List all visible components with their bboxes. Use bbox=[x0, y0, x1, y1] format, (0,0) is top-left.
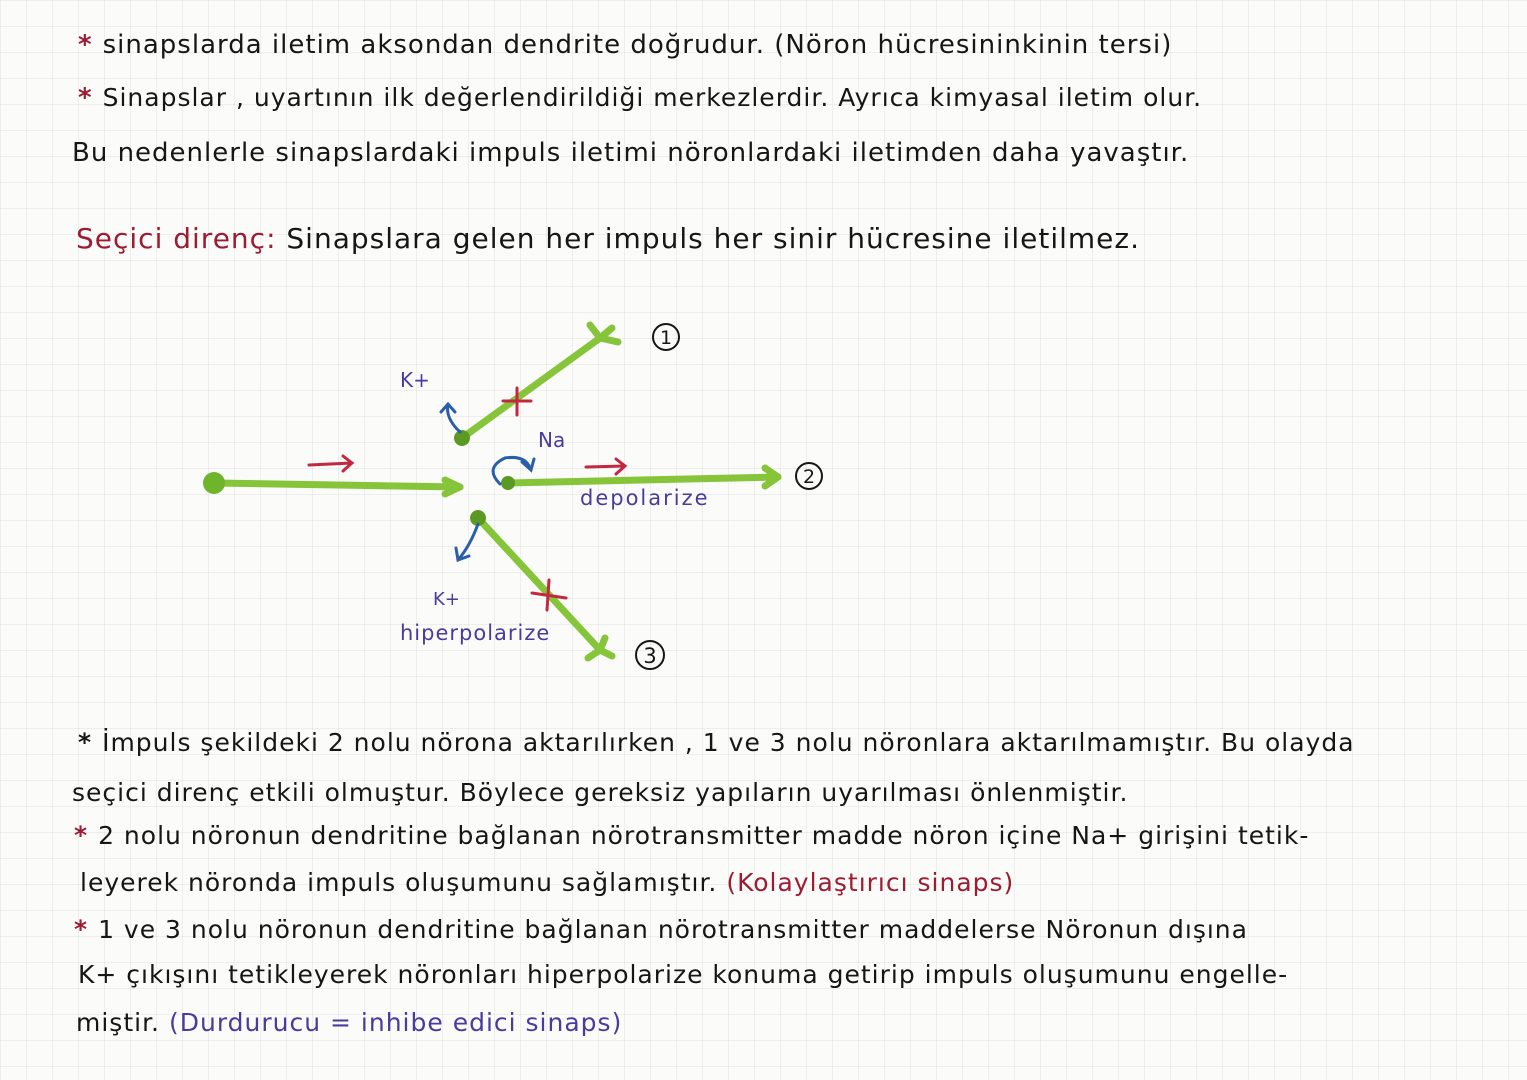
impulse-arrow-axon bbox=[309, 456, 352, 471]
note-paragraph-7-text: miştir. bbox=[76, 1008, 161, 1037]
label-2: 2 bbox=[802, 466, 816, 488]
note-line-1-text: sinapslarda iletim aksondan dendrite doğrudur. bbox=[102, 30, 765, 60]
axon-soma-knob bbox=[203, 472, 225, 494]
inhibitory-synapse-note: (Durdurucu = inhibe edici sinaps) bbox=[168, 1008, 623, 1037]
note-paragraph-3-text: 2 nolu nöronun dendritine bağlanan nörotransmitter madde nöron içine Na+ girişini tetik- bbox=[98, 821, 1310, 850]
bullet-icon: * bbox=[78, 30, 93, 60]
neuron-1-knob bbox=[454, 430, 470, 446]
depolarize-label: depolarize bbox=[580, 486, 710, 510]
note-paragraph-2-text: seçici direnç etkili olmuştur. Böylece gereksiz yapıların uyarılması önlenmiştir. bbox=[72, 778, 1129, 807]
bullet-icon: * bbox=[74, 915, 89, 944]
note-line-1-aside: (Nöron hücresininkinin tersi) bbox=[774, 30, 1173, 60]
bullet-icon: * bbox=[78, 728, 93, 757]
neuron-2-dendrite bbox=[508, 477, 778, 483]
note-paragraph-5-text: 1 ve 3 nolu nöronun dendritine bağlanan nörotransmitter maddelerse Nöronun dışına bbox=[98, 915, 1248, 944]
note-paragraph-6-text: K+ çıkışını tetikleyerek nöronları hiperpolarize konuma getirip impuls oluşumunu engelle- bbox=[78, 960, 1289, 989]
note-paragraph-2 bbox=[72, 778, 1128, 807]
k-outflow-arrow-top bbox=[441, 404, 460, 432]
note-paragraph-1 bbox=[78, 728, 1355, 757]
note-paragraph-1-text: İmpuls şekildeki 2 nolu nörona aktarılırken , 1 ve 3 nolu nöronlara aktarılmamıştır. Bu olayda bbox=[102, 728, 1355, 757]
note-paragraph-7 bbox=[76, 1008, 622, 1037]
bullet-icon: * bbox=[78, 83, 93, 113]
label-1: 1 bbox=[659, 327, 673, 349]
bullet-icon: * bbox=[74, 821, 89, 850]
note-paragraph-6 bbox=[78, 960, 1288, 989]
hiperpolarize-label: hiperpolarize bbox=[400, 621, 551, 645]
neuron-1-dendrite bbox=[462, 338, 600, 438]
note-line-2-text: Sinapslar , uyartının ilk değerlendirildiği merkezlerdir. Ayrıca kimyasal iletim olur. bbox=[102, 83, 1203, 112]
note-line-3-text: Bu nedenlerle sinapslardaki impuls iletimi nöronlardaki iletimden daha yavaştır. bbox=[72, 138, 1190, 168]
na-ion-label: Na bbox=[538, 428, 566, 452]
selective-resistance-term: Seçici direnç: bbox=[76, 222, 277, 255]
presynaptic-axon bbox=[214, 483, 460, 487]
label-3: 3 bbox=[643, 644, 657, 668]
note-paragraph-4-text: leyerek nöronda impuls oluşumunu sağlamıştır. bbox=[80, 868, 718, 897]
neuron-2-knob bbox=[501, 476, 515, 490]
k-ion-label-top: K+ bbox=[400, 368, 430, 392]
facilitating-synapse-note: (Kolaylaştırıcı sinaps) bbox=[726, 868, 1015, 897]
note-paragraph-4 bbox=[80, 868, 1014, 897]
k-outflow-arrow-bottom bbox=[456, 524, 478, 560]
note-paragraph-5 bbox=[74, 915, 1248, 944]
impulse-arrow-neuron-2 bbox=[586, 459, 625, 474]
note-paragraph-3 bbox=[74, 821, 1309, 850]
selective-resistance-text: Sinapslara gelen her impuls her sinir hücresine iletilmez. bbox=[286, 222, 1140, 255]
k-ion-label-bottom: K+ bbox=[433, 589, 460, 610]
